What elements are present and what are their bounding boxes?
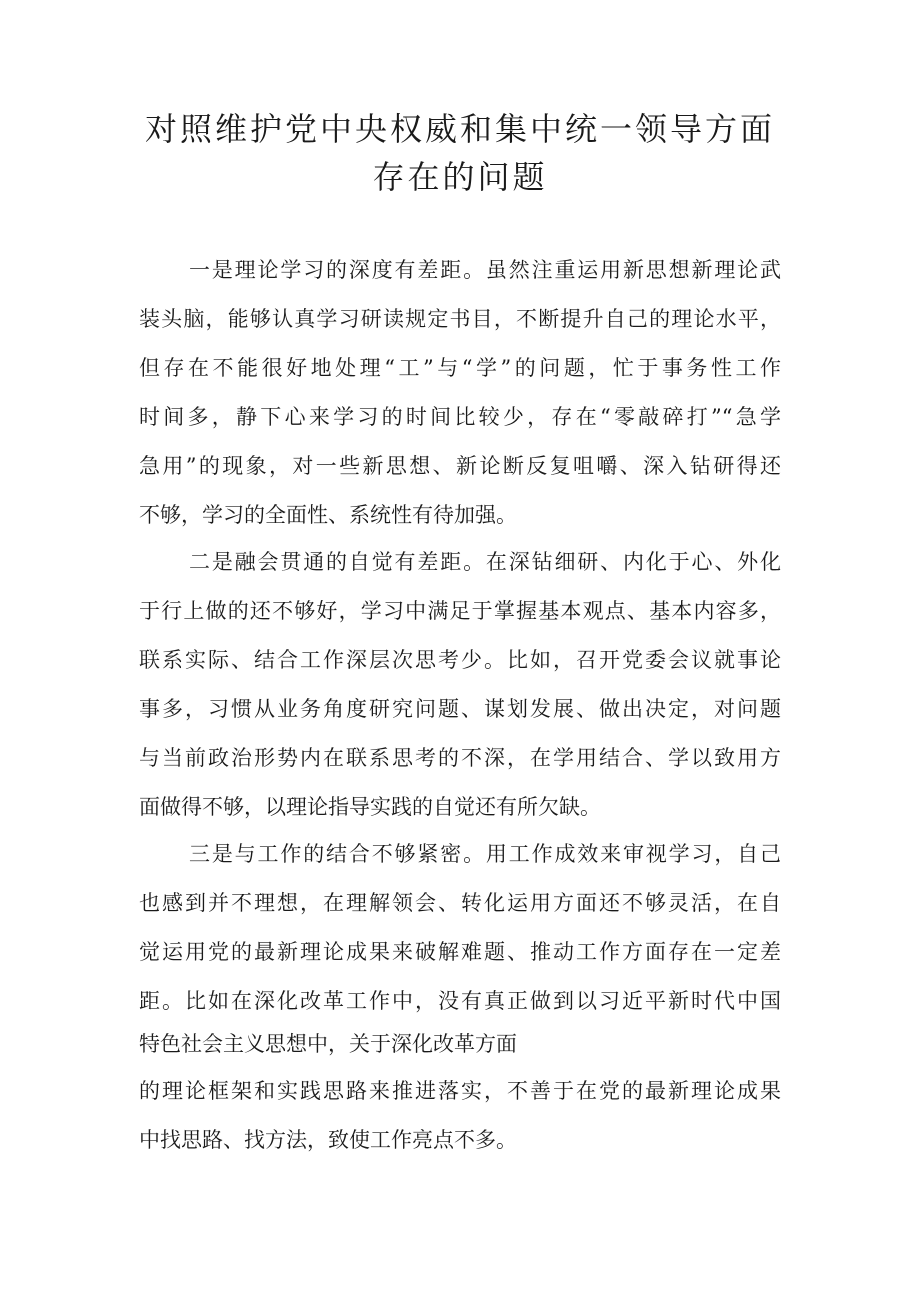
paragraph-line: 也感到并不理想，在理解领会、转化运用方面还不够灵活，在自 bbox=[139, 891, 781, 915]
document-title-line-1: 对照维护党中央权威和集中统一领导方面 bbox=[144, 110, 775, 148]
paragraph-line: 特色社会主义思想中，关于深化改革方面 bbox=[139, 1032, 517, 1056]
paragraph-line: 中找思路、找方法，致使工作亮点不多。 bbox=[139, 1128, 517, 1152]
paragraph-line: 时间多，静下心来学习的时间比较少，存在“零敲碎打”“急学 bbox=[139, 405, 781, 429]
paragraph-line: 急用”的现象，对一些新思想、新论断反复咀嚼、深入钻研得还 bbox=[139, 454, 781, 478]
paragraph-line: 不够，学习的全面性、系统性有待加强。 bbox=[139, 503, 517, 527]
paragraph-line: 但存在不能很好地处理“工”与“学”的问题，忙于事务性工作 bbox=[139, 356, 781, 380]
paragraph-line: 的理论框架和实践思路来推进落实，不善于在党的最新理论成果 bbox=[139, 1079, 781, 1103]
paragraph-line: 觉运用党的最新理论成果来破解难题、推动工作方面存在一定差 bbox=[139, 940, 781, 964]
document-title-line-2: 存在的问题 bbox=[372, 158, 548, 196]
paragraph-line: 一是理论学习的深度有差距。虽然注重运用新思想新理论武 bbox=[189, 258, 781, 282]
paragraph-line: 面做得不够，以理论指导实践的自觉还有所欠缺。 bbox=[139, 795, 601, 819]
paragraph-line: 于行上做的还不够好，学习中满足于掌握基本观点、基本内容多， bbox=[139, 599, 781, 623]
paragraph-line: 与当前政治形势内在联系思考的不深，在学用结合、学以致用方 bbox=[139, 746, 781, 770]
paragraph-line: 事多，习惯从业务角度研究问题、谋划发展、做出决定，对问题 bbox=[139, 697, 781, 721]
paragraph-line: 三是与工作的结合不够紧密。用工作成效来审视学习，自己 bbox=[189, 842, 781, 866]
paragraph-line: 联系实际、结合工作深层次思考少。比如，召开党委会议就事论 bbox=[139, 648, 781, 672]
paragraph-line: 装头脑，能够认真学习研读规定书目，不断提升自己的理论水平， bbox=[139, 307, 781, 331]
paragraph-line: 二是融会贯通的自觉有差距。在深钻细研、内化于心、外化 bbox=[189, 550, 781, 574]
paragraph-line: 距。比如在深化改革工作中，没有真正做到以习近平新时代中国 bbox=[139, 989, 781, 1013]
